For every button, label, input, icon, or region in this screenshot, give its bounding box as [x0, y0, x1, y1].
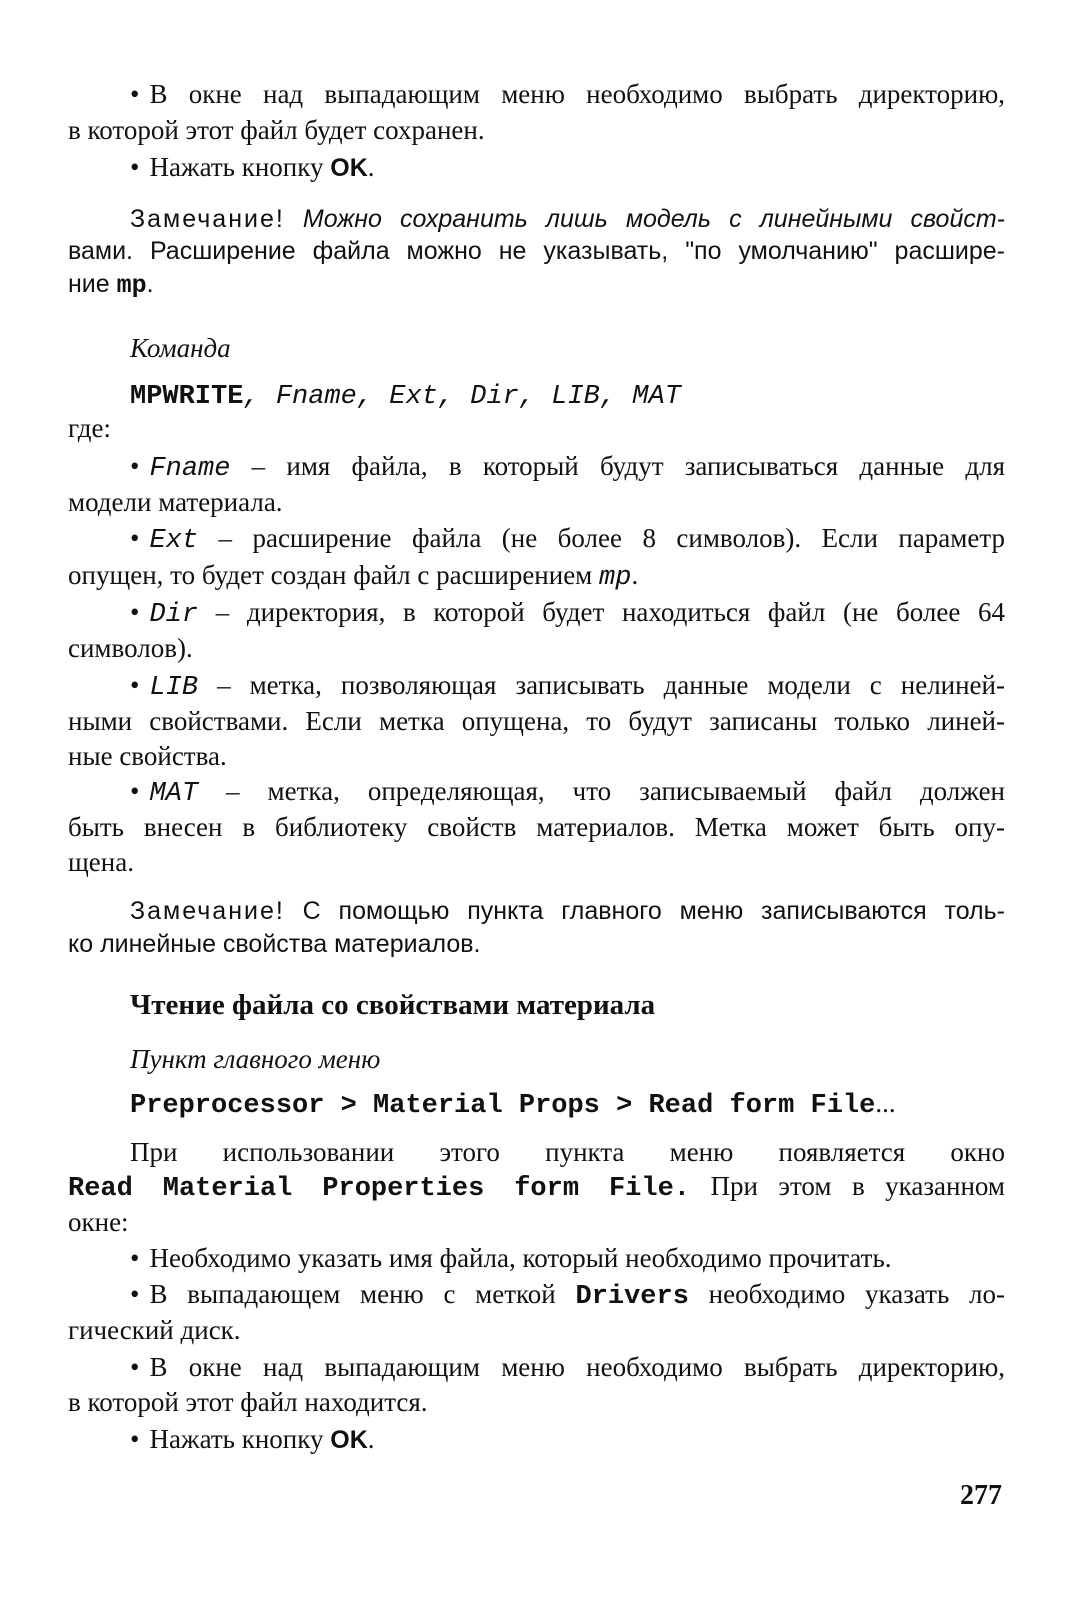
bullet-icon: • [130, 152, 140, 182]
bullet-icon: • [130, 670, 140, 700]
text-line: окне: [68, 1207, 129, 1237]
command-syntax: MPWRITE, Fname, Ext, Dir, LIB, MAT [130, 382, 681, 412]
note-label: Замечание! [130, 897, 285, 925]
bullet-line: • Нажать кнопку OK. [130, 1424, 375, 1454]
bullet-line: • В выпадающем меню с меткой Drivers необходимо указать ло- [130, 1279, 1005, 1312]
text-line: ные свойства. [68, 741, 227, 771]
param-fname: • Fname – имя файла, в который будут записываться данные для [130, 451, 1005, 484]
ok-button-ref: OK [330, 154, 368, 182]
text-line: Read Material Properties form File. При этом в указанном [68, 1171, 1005, 1204]
bullet-line: • Нажать кнопку OK. [130, 152, 375, 182]
text-line: гический диск. [68, 1315, 241, 1345]
ok-button-ref: OK [330, 1426, 368, 1454]
text-line: щена. [68, 847, 134, 877]
bullet-line: • Необходимо указать имя файла, который необходимо прочитать. [130, 1243, 892, 1273]
bullet-icon: • [130, 597, 140, 627]
note-line: ние mp. [68, 270, 154, 300]
text-line: в которой этот файл находится. [68, 1387, 428, 1417]
text-line: символов). [68, 633, 193, 663]
note-line: Замечание! Можно сохранить лишь модель с линейными свойст- [130, 205, 1005, 233]
text-line: опущен, то будет создан файл с расширением mp. [68, 560, 639, 593]
note-line: ко линейные свойства материалов. [68, 930, 481, 958]
bullet-icon: • [130, 1243, 140, 1273]
command-label: Команда [130, 333, 231, 363]
bullet-icon: • [130, 79, 140, 109]
bullet-icon: • [130, 1279, 140, 1309]
menu-label: Пункт главного меню [130, 1044, 381, 1074]
param-lib: • LIB – метка, позволяющая записывать данные модели с нелиней- [130, 670, 1005, 703]
text-line: модели материала. [68, 487, 283, 517]
note-label: Замечание! [130, 205, 285, 233]
menu-path: Preprocessor > Material Props > Read form File... [130, 1088, 896, 1121]
bullet-icon: • [130, 523, 140, 553]
note-line: Замечание! С помощью пункта главного меню записываются толь- [130, 897, 1005, 925]
bullet-line: • В окне над выпадающим меню необходимо выбрать директорию, [130, 79, 1005, 109]
param-mat: • MAT – метка, определяющая, что записываемый файл должен [130, 776, 1005, 809]
note-line: вами. Расширение файла можно не указывать, "по умолчанию" расшире- [68, 237, 1005, 265]
param-dir: • Dir – директория, в которой будет находиться файл (не более 64 [130, 597, 1005, 630]
bullet-line: • В окне над выпадающим меню необходимо выбрать директорию, [130, 1352, 1005, 1382]
bullet-icon: • [130, 1424, 140, 1454]
bullet-icon: • [130, 451, 140, 481]
text-line: в которой этот файл будет сохранен. [68, 115, 485, 145]
bullet-icon: • [130, 776, 140, 806]
bullet-icon: • [130, 1352, 140, 1382]
where-label: где: [68, 413, 111, 443]
page-number: 277 [960, 1480, 1002, 1511]
text-line: ными свойствами. Если метка опущена, то будут записаны только линей- [68, 706, 1005, 736]
text-line: При использовании этого пункта меню появляется окно [130, 1137, 1005, 1167]
text-line: быть внесен в библиотеку свойств материалов. Метка может быть опу- [68, 812, 1005, 842]
param-ext: • Ext – расширение файла (не более 8 символов). Если параметр [130, 523, 1005, 556]
section-heading: Чтение файла со свойствами материала [130, 989, 656, 1021]
window-title-ref: Read Material Properties form File. [68, 1174, 690, 1204]
